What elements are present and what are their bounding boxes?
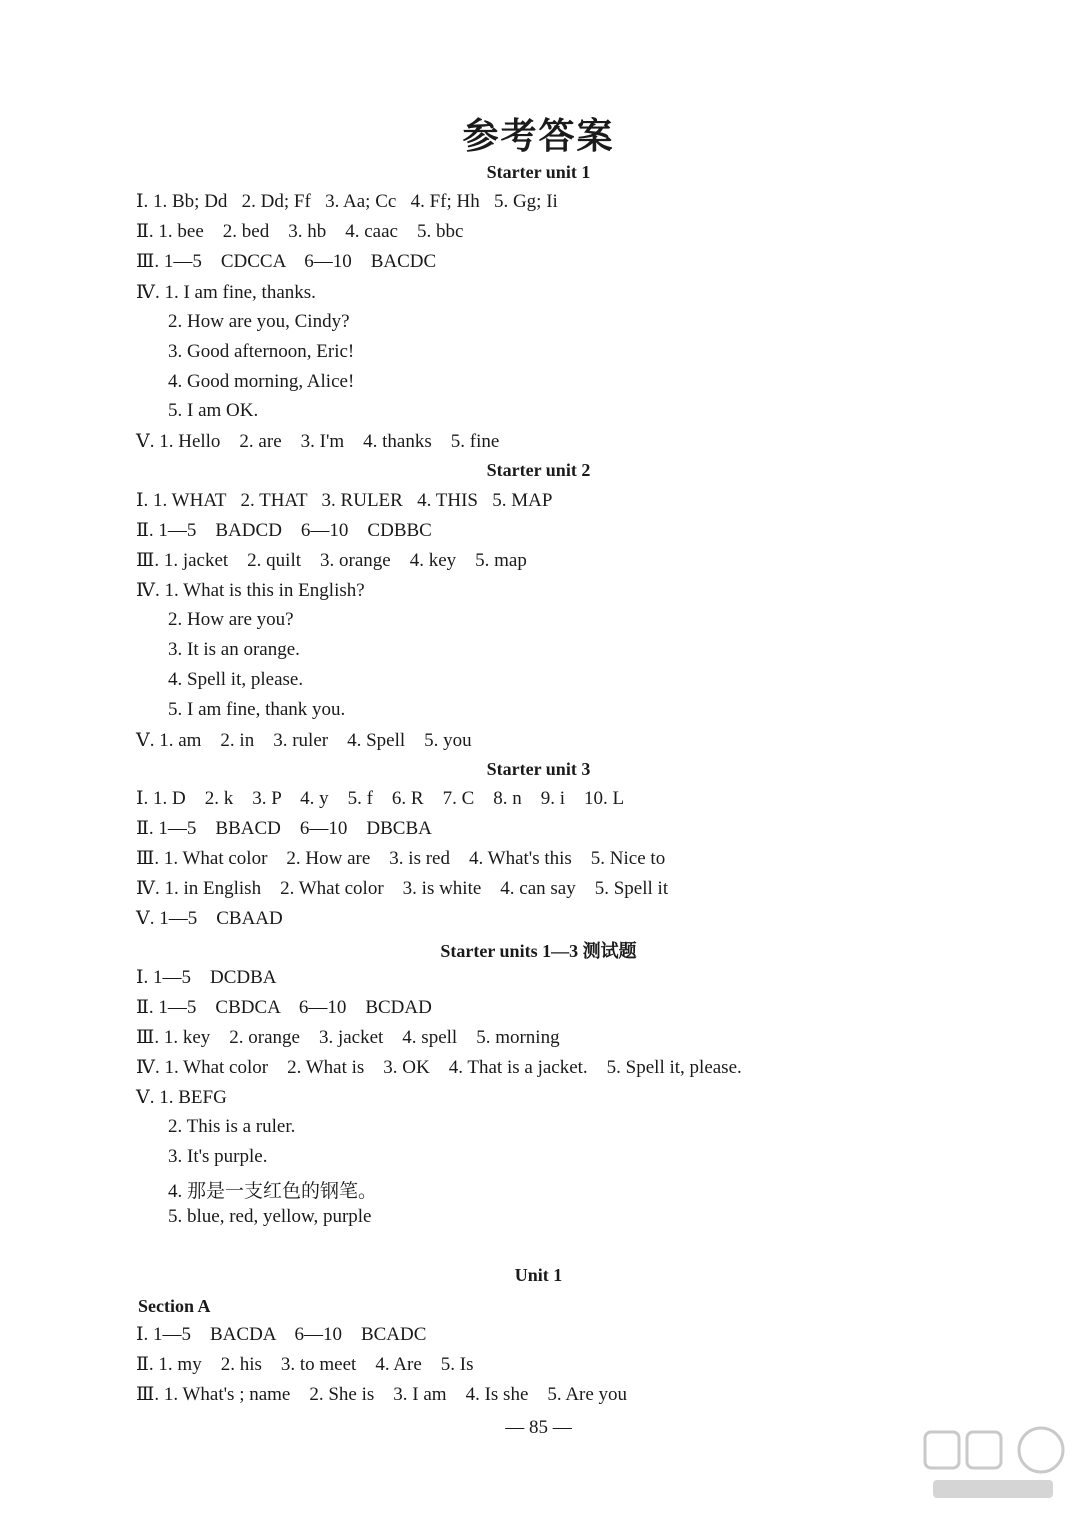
answer-line: 3. It is an orange. <box>168 639 300 660</box>
answer-line: 3. Good afternoon, Eric! <box>168 341 355 362</box>
page-number: — 85 — <box>505 1417 572 1438</box>
answer-line: 5. I am OK. <box>168 400 259 421</box>
answer-line: Ⅲ. 1. What color 2. How are 3. is red 4. What's this 5. Nice to <box>136 848 666 869</box>
answer-line: 5. blue, red, yellow, purple <box>168 1206 372 1227</box>
answer-line: Ⅳ. 1. What is this in English? <box>136 580 365 601</box>
answer-line: 3. It's purple. <box>168 1146 268 1167</box>
answer-line: 2. How are you? <box>168 609 294 630</box>
answer-line: Ⅰ. 1—5 BACDA 6—10 BCADC <box>136 1324 427 1345</box>
answer-line: Ⅴ. 1. BEFG <box>136 1087 227 1108</box>
answer-line: Ⅳ. 1. What color 2. What is 3. OK 4. That is a jacket. 5. Spell it, please. <box>136 1057 742 1078</box>
answer-line: 4. 那是一支红色的钢笔。 <box>168 1181 378 1202</box>
answer-line: Ⅲ. 1. key 2. orange 3. jacket 4. spell 5. morning <box>136 1027 560 1048</box>
answer-line: Ⅰ. 1. WHAT 2. THAT 3. RULER 4. THIS 5. MAP <box>136 490 553 511</box>
answer-line: 4. Spell it, please. <box>168 669 304 690</box>
starter-units-test-heading: Starter units 1—3 测试题 <box>440 941 637 961</box>
answer-line: Ⅱ. 1. my 2. his 3. to meet 4. Are 5. Is <box>136 1354 474 1375</box>
page-title: 参考答案 <box>462 116 615 157</box>
answer-line: 2. How are you, Cindy? <box>168 311 350 332</box>
answer-line: Ⅳ. 1. I am fine, thanks. <box>136 282 316 303</box>
answer-line: 2. This is a ruler. <box>168 1116 296 1137</box>
starter-unit-3-heading: Starter unit 3 <box>486 759 591 779</box>
starter-unit-2-heading: Starter unit 2 <box>486 460 591 480</box>
unit-1-heading: Unit 1 <box>514 1265 563 1285</box>
answer-line: Ⅱ. 1—5 BBACD 6—10 DBCBA <box>136 818 432 839</box>
starter-unit-1-heading: Starter unit 1 <box>486 162 591 182</box>
answer-line: Ⅱ. 1. bee 2. bed 3. hb 4. caac 5. bbc <box>136 221 464 242</box>
answer-line: Ⅱ. 1—5 CBDCA 6—10 BCDAD <box>136 997 432 1018</box>
answer-line: 4. Good morning, Alice! <box>168 371 355 392</box>
answer-line: Ⅴ. 1—5 CBAAD <box>136 908 283 929</box>
answer-line: Ⅴ. 1. Hello 2. are 3. I'm 4. thanks 5. fine <box>136 431 500 452</box>
answer-line: Ⅲ. 1. jacket 2. quilt 3. orange 4. key 5. map <box>136 550 527 571</box>
section-a-heading: Section A <box>138 1296 211 1316</box>
answer-site-logo-icon <box>919 1418 1069 1508</box>
answer-line: Ⅰ. 1—5 DCDBA <box>136 967 277 988</box>
answer-line: Ⅳ. 1. in English 2. What color 3. is white 4. can say 5. Spell it <box>136 878 669 899</box>
answer-line: Ⅲ. 1. What's ; name 2. She is 3. I am 4. Is she 5. Are you <box>136 1384 628 1405</box>
answer-line: Ⅰ. 1. D 2. k 3. P 4. y 5. f 6. R 7. C 8. n 9. i 10. L <box>136 788 625 809</box>
answer-line: Ⅱ. 1—5 BADCD 6—10 CDBBC <box>136 520 432 541</box>
answer-line: 5. I am fine, thank you. <box>168 699 346 720</box>
answer-line: Ⅴ. 1. am 2. in 3. ruler 4. Spell 5. you <box>136 730 472 751</box>
answer-line: Ⅲ. 1—5 CDCCA 6—10 BACDC <box>136 251 437 272</box>
answer-line: Ⅰ. 1. Bb; Dd 2. Dd; Ff 3. Aa; Cc 4. Ff; Hh 5. Gg; Ii <box>136 191 558 212</box>
